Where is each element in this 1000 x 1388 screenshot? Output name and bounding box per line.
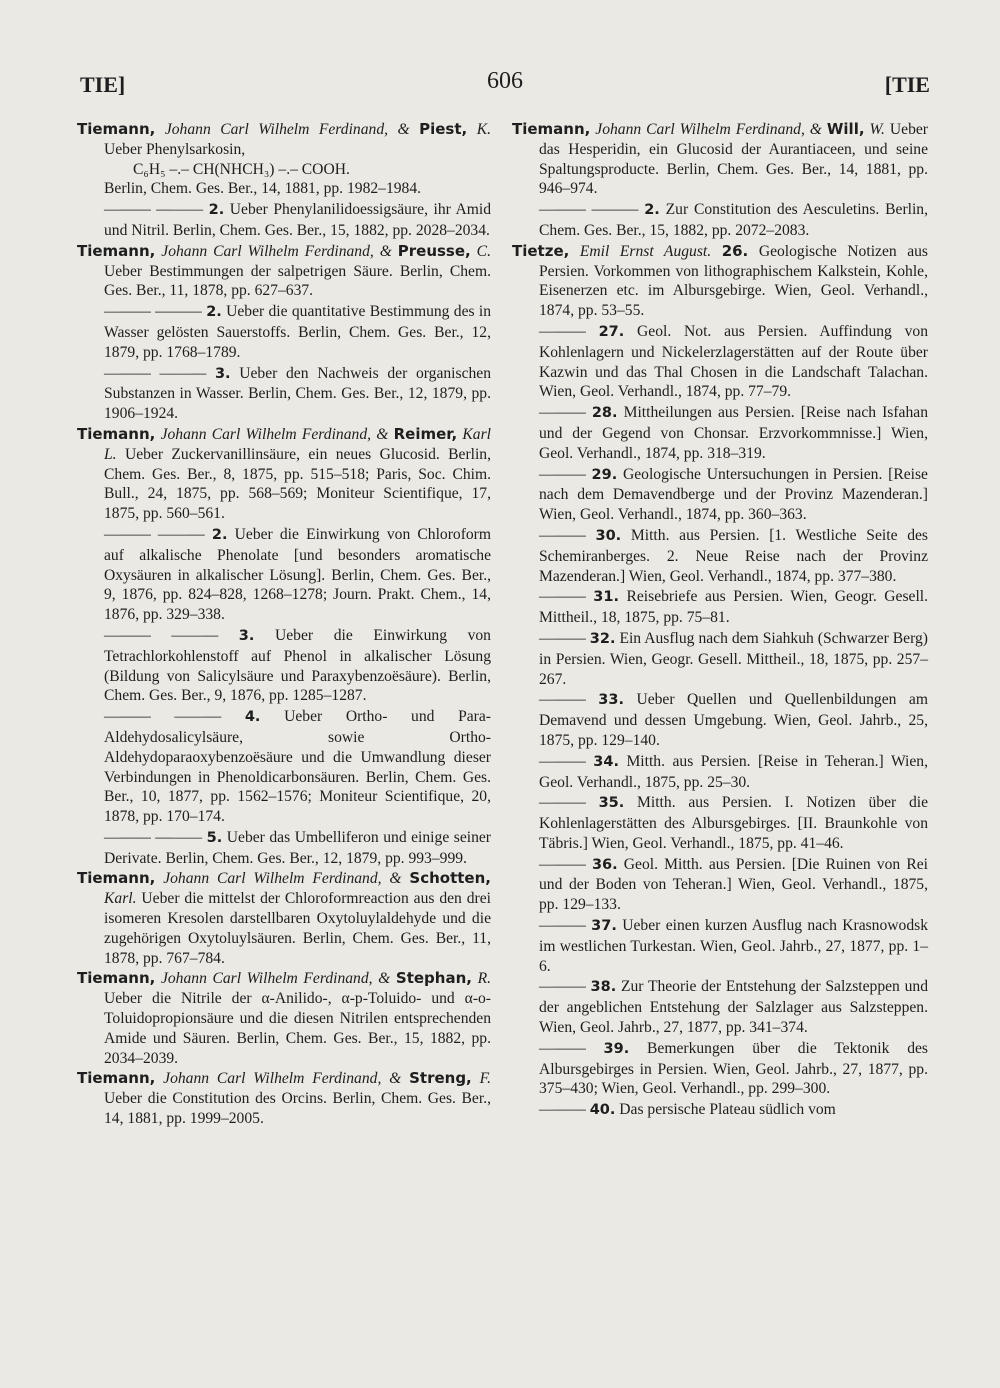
coauthor-name: Streng, — [409, 1069, 472, 1088]
author-given-names: Emil Ernst August. — [579, 242, 712, 260]
bibliography-entry — [77, 120, 491, 199]
bibliography-subentry — [512, 526, 928, 586]
entry-text: Ueber den Nachweis der organischen Substanzen in Wasser. Berlin, Chem. Ges. Ber., 12, 1879, pp. 1906–1924. — [104, 364, 491, 423]
coauthor-given-names: W. — [869, 121, 885, 138]
repeat-dash: ——— — [539, 794, 586, 812]
repeat-dash: ——— — [539, 855, 586, 873]
repeat-dash: ——— — [539, 465, 586, 483]
entry-number: 28. — [591, 405, 618, 422]
left-column — [77, 120, 491, 1130]
bibliography-subentry — [512, 977, 928, 1037]
repeat-dash: ——— — [539, 752, 586, 770]
bibliography-entry — [77, 425, 491, 524]
repeat-dash: ——— ——— — [104, 303, 202, 321]
repeat-dash: ——— — [539, 691, 586, 709]
entry-number: 3. — [214, 365, 231, 382]
running-head-left: TIE] — [80, 72, 126, 97]
entry-title: Ueber das Hesperidin, ein Glucosid der Aurantiaceen, und seine Spaltungsproducte. Berlin, Chem. Ges. Ber., 14, 1881, pp. 946–974. — [539, 121, 928, 198]
bibliography-subentry — [512, 916, 928, 976]
coauthor-name: Stephan, — [395, 969, 472, 988]
author-given-names: Johann Carl Wilhelm Ferdinand, & — [163, 1070, 402, 1088]
bibliography-subentry — [512, 855, 928, 915]
bibliography-entry — [512, 120, 928, 199]
author-given-names: Johann Carl Wilhelm Ferdinand, & — [164, 121, 410, 138]
entry-number: 37. — [591, 918, 617, 935]
page-header — [80, 68, 930, 102]
bibliography-subentry — [512, 465, 928, 525]
entry-number: 2. — [644, 202, 660, 219]
entry-number: 29. — [591, 466, 618, 483]
repeat-dash: ——— — [539, 404, 586, 422]
entry-text: Geol. Mitth. aus Persien. [Die Ruinen von Rei und der Boden von Teheran.] Wien, Geol. Verhandl., 1875, pp. 129–133. — [539, 855, 928, 914]
author-given-names: Johann Carl Wilhelm Ferdinand, & — [161, 242, 392, 260]
coauthor-given-names: R. — [477, 970, 491, 988]
entry-number: 2. — [206, 304, 222, 321]
author-given-names: Johann Carl Wilhelm Ferdinand, & — [163, 870, 402, 888]
entry-number: 36. — [591, 856, 618, 873]
repeat-dash: ——— ——— — [104, 201, 204, 219]
entry-number: 33. — [598, 692, 624, 709]
author-name: Tiemann, — [77, 869, 156, 888]
author-name: Tiemann, — [77, 120, 156, 138]
bibliography-subentry — [512, 1039, 928, 1099]
bibliography-subentry — [512, 200, 928, 241]
bibliography-entry — [77, 969, 491, 1068]
bibliography-subentry — [512, 752, 928, 793]
entry-text: Ueber die Einwirkung von Tetrachlorkohlenstoff auf Phenol in alkalischer Lösung (Bildung von Salicylsäure und Paraxybenzoësäure). Berlin, Chem. Ges. Ber., 9, 1876, pp. 1285–1287. — [104, 626, 491, 705]
coauthor-given-names: Karl L. — [104, 425, 492, 463]
author-name: Tiemann, — [77, 969, 156, 988]
entry-text: Ein Ausflug nach dem Siahkuh (Schwarzer Berg) in Persien. Wien, Geogr. Gesell. Mittheil., 18, 1875, pp. 257–267. — [539, 629, 928, 688]
repeat-dash: ——— — [539, 917, 586, 935]
bibliography-subentry — [512, 690, 928, 750]
entry-text: Ueber Phenylanilidoessigsäure, ihr Amid und Nitril. Berlin, Chem. Ges. Ber., 15, 1882, pp. 2028–2034. — [104, 201, 492, 239]
entry-number: 35. — [598, 795, 625, 812]
entry-title: Ueber Phenylsarkosin, — [104, 140, 246, 158]
bibliography-entry — [77, 869, 491, 968]
entry-text: Mitth. aus Persien. I. Notizen über die Kohlenlagerstätten des Albursgebirges. [II. Braunkohle von Täbris.] Wien, Geol. Verhandl., 1875, pp. 41–46. — [539, 794, 928, 852]
entry-text: Geologische Untersuchungen in Persien. [Reise nach dem Demavendberge und der Provinz Mazenderan.] Wien, Geol. Verhandl., 1874, pp. 360–363. — [539, 465, 928, 524]
entry-title: Ueber die Constitution des Orcins. Berlin, Chem. Ges. Ber., 14, 1881, pp. 1999–2005. — [104, 1090, 491, 1128]
author-name: Tiemann, — [512, 120, 591, 138]
bibliography-subentry — [512, 1100, 928, 1121]
entry-text: Mitth. aus Persien. [1. Westliche Seite des Schemiranberges. 2. Neue Reise nach der Provinz Mazenderan.] Wien, Geol. Verhandl., 1874, pp. 377–380. — [539, 526, 928, 585]
bibliography-subentry — [512, 793, 928, 853]
bibliography-subentry — [77, 200, 491, 241]
coauthor-name: Schotten, — [409, 869, 491, 888]
bibliography-subentry — [512, 403, 928, 463]
bibliography-subentry — [77, 707, 491, 827]
entry-text: Zur Theorie der Entstehung der Salzsteppen und der angeblichen Entstehung der Salzlager aus Salzsteppen. Wien, Geol. Jahrb., 27, 1877, pp. 341–374. — [539, 978, 928, 1037]
entry-number: 4. — [244, 709, 261, 726]
entry-title: Ueber die Nitrile der α-Anilido-, α-p-Toluido- und α-o-Toluidopropionsäure und die diesen Nitrilen entsprechenden Amide und Säuren. Berlin, Chem. Ges. Ber., 15, 1882, pp. 2034–2039. — [104, 990, 491, 1067]
bibliography-subentry — [77, 364, 491, 424]
coauthor-name: Piest, — [419, 120, 468, 138]
entry-text: Das persische Plateau südlich vom — [619, 1101, 836, 1119]
entry-number: 5. — [206, 829, 223, 846]
entry-number: 39. — [603, 1040, 630, 1057]
bibliography-subentry — [77, 626, 491, 706]
entry-text: Ueber Quellen und Quellenbildungen am Demavend und dessen Umgebung. Wien, Geol. Jahrb., 25, 1875, pp. 129–140. — [539, 691, 928, 749]
entry-number: 38. — [590, 979, 617, 996]
bibliography-subentry — [512, 629, 928, 689]
entry-number: 2. — [208, 202, 225, 219]
bibliography-subentry — [77, 302, 491, 362]
coauthor-given-names: F. — [479, 1070, 491, 1088]
bibliography-subentry — [512, 587, 928, 628]
coauthor-name: Preusse, — [397, 241, 471, 260]
entry-text: Zur Constitution des Aesculetins. Berlin, Chem. Ges. Ber., 15, 1882, pp. 2072–2083. — [539, 201, 929, 239]
entry-number: 31. — [593, 589, 619, 606]
author-given-names: Johann Carl Wilhelm Ferdinand, & — [160, 970, 391, 988]
author-given-names: Johann Carl Wilhelm Ferdinand, & — [595, 121, 822, 138]
coauthor-name: Will, — [826, 120, 865, 138]
author-name: Tiemann, — [77, 241, 156, 260]
entry-number: 32. — [589, 630, 616, 647]
repeat-dash: ——— ——— — [539, 201, 639, 219]
entry-number: 3. — [238, 627, 255, 644]
entry-text: Bemerkungen über die Tektonik des Albursgebirges in Persien. Wien, Geol. Jahrb., 27, 1877, pp. 375–430; Wien, Geol. Verhandl., pp. 299–300. — [539, 1039, 928, 1098]
bibliography-entry — [512, 242, 928, 321]
coauthor-given-names: C. — [476, 242, 491, 260]
running-head-right: [TIE — [884, 72, 930, 97]
entry-reference: Berlin, Chem. Ges. Ber., 14, 1881, pp. 1982–1984. — [104, 180, 422, 198]
author-name: Tiemann, — [77, 424, 156, 443]
repeat-dash: ——— — [539, 978, 586, 996]
right-column — [512, 120, 928, 1122]
entry-number: 30. — [595, 527, 622, 544]
entry-title: Ueber Zuckervanillinsäure, ein neues Glucosid. Berlin, Chem. Ges. Ber., 8, 1875, pp. 515–518; Paris, Soc. Chim. Bull., 24, 1875, pp. 568–569; Moniteur Scientifique, 17, 1875, pp. 560–561. — [104, 445, 491, 523]
page-number: 606 — [487, 68, 523, 94]
entry-title: Geologische Notizen aus Persien. Vorkommen von lithographischem Kalkstein, Kohle, Eisenerzen etc. im Albursgebirge. Wien, Geol. Verhandl., 1874, pp. 53–55. — [539, 242, 928, 320]
entry-text: Mitth. aus Persien. [Reise in Teheran.] Wien, Geol. Verhandl., 1875, pp. 25–30. — [539, 752, 928, 791]
entry-text: Mittheilungen aus Persien. [Reise nach Isfahan und der Gegend von Chonsar. Erzvorkommnisse.] Wien, Geol. Verhandl., 1874, pp. 318–319. — [539, 404, 928, 462]
entry-text: Reisebriefe aus Persien. Wien, Geogr. Gesell. Mittheil., 18, 1875, pp. 75–81. — [539, 588, 929, 627]
coauthor-given-names: K. — [476, 121, 492, 138]
entry-title: Ueber die mittelst der Chloroformreaction aus den drei isomeren Kresolen darstellbaren Oxytoluylaldehyde und die zugehörigen Oxytoluylsäuren. Berlin, Chem. Ges. Ber., 11, 1878, pp. 767–784. — [104, 890, 492, 967]
chemical-formula: C₆H₅ –.– CH(NHCH₃) –.– COOH. — [133, 160, 350, 178]
entry-text: Ueber die Einwirkung von Chloroform auf alkalische Phenolate [und besonders aromatische Oxysäuren in alkalischer Lösung]. Berlin, Chem. Ges. Ber., 9, 1876, pp. 824–828, 1268–1278; Journ. Prakt. Chem., 14, 1876, pp. 329–338. — [104, 525, 492, 624]
repeat-dash: ——— — [539, 322, 586, 340]
entry-number: 34. — [593, 753, 619, 770]
bibliography-subentry — [77, 525, 491, 625]
bibliography-subentry — [77, 828, 491, 869]
repeat-dash: ——— — [539, 1039, 586, 1057]
author-given-names: Johann Carl Wilhelm Ferdinand, & — [160, 425, 389, 443]
entry-number: 2. — [211, 526, 228, 543]
repeat-dash: ——— — [539, 629, 586, 647]
entry-text: Ueber Ortho- und Para-Aldehydosalicylsäure, sowie Ortho-Aldehydoparaoxybenzoësäure und die Umwandlung dieser Verbindungen in Phenoldicarbonsäuren. Berlin, Chem. Ges. Ber., 10, 1877, pp. 1562–1576; Moniteur Scientifique, 20, 1878, pp. 170–174. — [104, 708, 491, 826]
repeat-dash: ——— — [539, 526, 586, 544]
repeat-dash: ——— ——— — [104, 626, 219, 644]
entry-number: 40. — [589, 1102, 616, 1119]
repeat-dash: ——— ——— — [104, 525, 205, 543]
author-name: Tiemann, — [77, 1069, 156, 1088]
entry-text: Ueber die quantitative Bestimmung des in Wasser gelösten Sauerstoffs. Berlin, Chem. Ges. Ber., 12, 1879, pp. 1768–1789. — [104, 303, 492, 361]
repeat-dash: ——— ——— — [104, 708, 222, 726]
entry-text: Ueber einen kurzen Ausflug nach Krasnowodsk im westlichen Turkestan. Wien, Geol. Jahrb., 27, 1877, pp. 1–6. — [539, 917, 928, 975]
entry-text: Ueber das Umbelliferon und einige seiner Derivate. Berlin, Chem. Ges. Ber., 12, 1879, pp. 993–999. — [104, 828, 491, 867]
repeat-dash: ——— ——— — [104, 828, 203, 846]
bibliography-entry — [77, 1069, 491, 1128]
coauthor-given-names: Karl. — [104, 890, 137, 908]
bibliography-entry — [77, 242, 491, 301]
author-name: Tietze, — [512, 241, 570, 260]
repeat-dash: ——— ——— — [104, 364, 207, 382]
bibliography-subentry — [512, 322, 928, 402]
coauthor-name: Reimer, — [393, 424, 458, 443]
coauthor-name: 26. — [721, 241, 749, 260]
repeat-dash: ——— — [539, 588, 586, 606]
repeat-dash: ——— — [539, 1101, 586, 1119]
entry-number: 27. — [598, 323, 625, 340]
entry-text: Geol. Not. aus Persien. Auffindung von Kohlenlagern und Nickelerzlagerstätten auf der Route über Kazwin und das Thal Chosen in die Landschaft Talachan. Wien, Geol. Verhandl., 1874, pp. 77–79. — [539, 322, 928, 401]
entry-title: Ueber Bestimmungen der salpetrigen Säure. Berlin, Chem. Ges. Ber., 11, 1878, pp. 627–637. — [104, 262, 491, 300]
